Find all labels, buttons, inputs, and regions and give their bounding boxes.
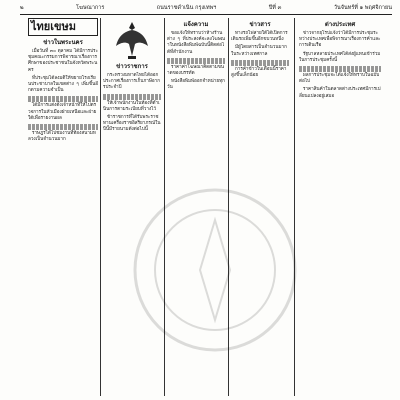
column-1 [28,18,98,396]
article-paragraph: หนังสือพิมพ์ออกจำหน่ายทุกวัน [167,79,225,91]
article-paragraph: ผลการประชุมจะได้แจ้งให้ทราบในฉบับต่อไป [299,73,380,85]
column-2 [103,18,161,396]
article-paragraph: ขอแจ้งให้ทราบว่าห้างร้านต่าง ๆ ที่ประสงค์จะลงโฆษณาในหนังสือพิมพ์ฉบับนี้ติดต่อได้ที่สำนักงาน [167,31,225,55]
section-title: ต่างประเทศ [324,21,356,28]
column-divider [228,18,229,396]
column-5 [299,18,381,396]
section-title: แจ้งความ [183,21,209,28]
article-paragraph: ราษฎรได้ไปชมงานที่ท้องสนามหลวงเป็นจำนวนมาก [28,131,96,143]
article-paragraph: ให้เจ้าพนักงานในท้องที่ดำเนินการตามระเบียบที่วางไว้ [103,100,160,112]
text-line [299,66,381,72]
section-title: ข่าวสาร [249,21,271,28]
text-line [28,124,98,130]
page-number: ๒ [20,5,24,11]
paper-location: ถนนราชดำเนิน กรุงเทพฯ [156,5,217,11]
article-paragraph: ได้มีการแต่งตั้งเจ้าหน้าที่ให้ไปตรวจการในหัวเมืองฝ่ายเหนือและฝ่ายใต้เพื่อรายงานผล [28,103,97,121]
column-4 [231,18,289,396]
article-paragraph: ทางรถไฟสายใต้ได้เปิดการเดินรถเพิ่มขึ้นอีกขบวนหนึ่ง [231,31,288,43]
article-paragraph: ที่ประชุมได้ลงมติให้ขยายโรงเรียนประชาบาลในเขตต่าง ๆ เพิ่มขึ้นอีกตามความจำเป็น [28,75,98,94]
text-line [103,94,161,100]
text-line [28,96,98,102]
article-paragraph: ราคาสินค้าในตลาดต่างประเทศมีการเปลี่ยนแปลงอยู่เสมอ [299,87,381,99]
issue-date: วันจันทร์ที่ ๑ พฤศจิกายน [333,5,392,11]
article-paragraph: มีผู้โดยสารเป็นจำนวนมากในระหว่างเทศกาล [231,45,287,57]
column-divider [164,18,165,396]
section-title: ข่าวในพระนคร [43,39,83,46]
paper-name: โฆษณาการ [76,5,105,11]
masthead-title: ไทยเขษม [28,18,98,36]
page-header [20,2,392,15]
issue-number: ปีที่ ๓ [268,5,282,11]
article-paragraph: ข้าราชการที่ได้รับพระราชทานเครื่องราชอิสริยาภรณ์ในปีนี้มีรายนามดังต่อไปนี้ [103,115,161,133]
article-paragraph: การค้าข้าวในเดือนนี้ราคาสูงขึ้นเล็กน้อย [231,66,287,79]
text-line [231,60,289,66]
column-3 [167,18,225,396]
section-title: ข่าวราชการ [116,63,148,70]
column-divider [100,18,101,396]
article-paragraph: รัฐบาลหลายประเทศได้ส่งผู้แทนเข้าร่วมในการประชุมครั้งนี้ [299,51,381,63]
article-paragraph: ข่าวจากยุโรปแจ้งว่าได้มีการประชุมระหว่างประเทศเพื่อพิจารณาเรื่องการค้าและการเดินเรือ [299,31,381,49]
article-paragraph: กระทรวงมหาดไทยได้ออกประกาศเรื่องการเก็บภาษีอากรประจำปี [103,73,161,91]
text-line [167,58,225,64]
article-paragraph: เมื่อวันที่ ๓๐ ตุลาคม ได้มีการประชุมคณะกรรมการพิจารณาเรื่องการศึกษาของประชาชนในจังหวัดพระนคร [28,49,98,73]
column-divider [294,18,295,396]
article-paragraph: ราคาค่าโฆษณาคิดตามขนาดของบรรทัด [167,64,225,77]
garuda-emblem-icon [114,20,150,60]
